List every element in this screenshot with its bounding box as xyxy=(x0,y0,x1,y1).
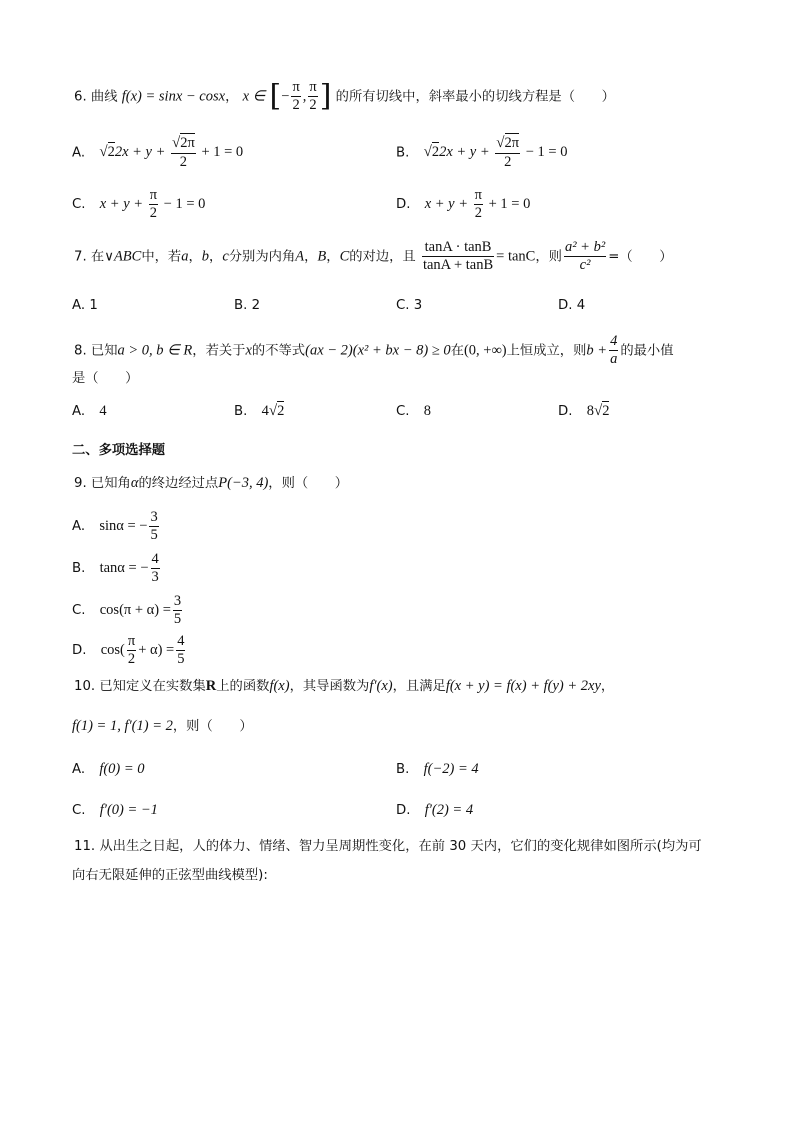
q10-text-b: 上的函数 xyxy=(216,679,270,694)
q6-option-a-post: + 1 = 0 xyxy=(201,144,244,161)
q11-stem-line1 xyxy=(74,840,702,853)
q6-option-d[interactable] xyxy=(396,188,530,221)
q8-text-a: 已知 xyxy=(90,343,118,359)
q8-text-e: 上恒成立，则 xyxy=(506,343,587,359)
q10-option-b-label: B. xyxy=(396,762,410,777)
q10-text-a: 已知定义在实数集 xyxy=(99,679,206,694)
q6-x-in: x ∈ xyxy=(242,88,266,105)
q7-number: 7. xyxy=(74,249,87,265)
q7-fraction: $\frac{\tan A \cdot \tan B}{\tan A + \tan B}$ xyxy=(422,239,494,274)
q10-line2-tail: ，则（ ） xyxy=(172,719,253,734)
q8-option-a[interactable] xyxy=(72,404,107,419)
q10-line2 xyxy=(72,719,253,734)
q8-text-c: 的不等式 xyxy=(251,343,306,359)
q7-text-a: 在∨ xyxy=(90,249,114,265)
q9-text-c: ，则（ ） xyxy=(268,476,349,491)
q8-fraction: $\frac{4}{a}$ xyxy=(610,333,618,368)
q6-option-c-fraction: $\frac{\pi}{2}$ xyxy=(149,187,158,222)
q8-text-f: 的最小值 xyxy=(620,343,674,359)
q8-option-d-label: D. xyxy=(558,404,573,419)
q10-option-a[interactable] xyxy=(72,762,145,777)
q6-option-b[interactable]: B. √22x + y + $\frac{√2\pi}{2}$ − 1 = 0 xyxy=(396,135,568,170)
q6-option-d-fraction: $\frac{\pi}{2}$ xyxy=(474,187,482,222)
q7-tail: =（ ） xyxy=(608,249,673,265)
q9-option-d-label: D. xyxy=(72,643,87,659)
q7-triangle: ABC xyxy=(113,248,142,265)
q9-number: 9. xyxy=(74,476,87,491)
q8-option-c[interactable] xyxy=(396,404,431,419)
q6-option-d-pre: x + y + xyxy=(424,196,469,213)
q6-function: f(x) = sinx − cosx xyxy=(121,88,226,105)
q6-option-a-fraction: $\frac{√2\pi}{2}$ xyxy=(172,135,195,170)
q6-interval-low: $\frac{\pi}{2}$ xyxy=(292,79,300,114)
q11-number: 11. xyxy=(74,839,96,854)
q9-option-c[interactable]: C. cos(π + α) = $\frac{3}{5}$ xyxy=(72,593,182,628)
q6-right-bracket: ] xyxy=(319,78,332,114)
q9-option-d-mid: + α) = xyxy=(138,642,175,659)
q8-option-b-radicand: 2 xyxy=(277,403,285,419)
q10-text-d: ，且满足 xyxy=(392,679,446,694)
q10-number: 10. xyxy=(74,679,96,694)
q8-line2: 是（ ） xyxy=(72,371,139,386)
q9-point: P(−3, 4) xyxy=(218,475,269,491)
q6-option-d-label: D. xyxy=(396,197,411,213)
q10-option-c[interactable] xyxy=(72,803,158,818)
q8-expression: b + xyxy=(586,342,608,359)
q8-option-a-label: A. xyxy=(72,404,86,419)
q6-option-b-post: − 1 = 0 xyxy=(525,144,568,161)
q6-option-b-pre: 2x + y + xyxy=(439,144,490,161)
q7-option-d[interactable]: D. 4 xyxy=(558,298,586,313)
q9-option-d[interactable]: D. cos( $\frac{\pi}{2}$ + α) = $\frac{4}{5}$ xyxy=(72,633,185,668)
q9-option-a[interactable]: A. sinα = − $\frac{3}{5}$ xyxy=(72,509,158,544)
q6-text-a: 曲线 xyxy=(90,89,118,105)
q8-option-c-value: 8 xyxy=(423,403,431,419)
q10-derivative: f′(x) xyxy=(369,678,393,694)
q9-option-b[interactable]: B. tanα = − $\frac{4}{3}$ xyxy=(72,551,159,586)
q8-inequality: (ax − 2)(x² + bx − 8) ≥ 0 xyxy=(305,342,451,359)
q6-option-c-post: − 1 = 0 xyxy=(163,196,206,213)
q6-text-b: 的所有切线中，斜率最小的切线方程是（ ） xyxy=(335,89,615,105)
q6-option-b-label: B. xyxy=(396,145,410,161)
q10-option-d-expr: f′(2) = 4 xyxy=(424,802,474,818)
q6-option-a[interactable]: A. √22x + y + $\frac{√2\pi}{2}$ + 1 = 0 xyxy=(72,135,244,170)
q7-option-a[interactable]: A. 1 xyxy=(72,298,98,313)
q10-option-a-expr: f(0) = 0 xyxy=(99,761,145,777)
q7-text-c: 分别为内角 xyxy=(228,249,296,265)
q9-option-c-expr: cos(π + α) = xyxy=(99,602,171,619)
q9-text-a: 已知角 xyxy=(90,476,131,491)
q6-option-a-pre: 2x + y + xyxy=(114,144,166,161)
q8-option-d[interactable]: D. 8√2 xyxy=(558,403,610,419)
q8-option-d-radicand: 2 xyxy=(602,403,610,419)
q8-text-b: ，若关于 xyxy=(192,343,246,359)
q6-left-bracket: [ xyxy=(269,78,282,114)
q10-option-d[interactable] xyxy=(396,803,473,818)
q7-text-b: 中，若 xyxy=(141,249,182,265)
q6-interval-high: $\frac{\pi}{2}$ xyxy=(309,79,317,114)
q6-option-b-fraction: $\frac{√2\pi}{2}$ xyxy=(496,135,520,170)
q9-stem: 9. 已知角α的终边经过点P(−3, 4)，则（ ） xyxy=(74,475,349,491)
q10-initial-values: f(1) = 1, f′(1) = 2 xyxy=(72,718,173,734)
q8-text-d: 在 xyxy=(450,343,464,359)
q7-text-d: 的对边，且 xyxy=(349,249,416,265)
q10-option-c-label: C. xyxy=(72,803,86,818)
q10-option-b[interactable] xyxy=(396,762,479,777)
q6-stem: 6. 曲线 f(x) = sinx − cosx， x ∈ [− $\frac{\pi}{2}$ , $\frac{\pi}{2}$ ] 的所有切线中，斜率最小的切线方程是（ ） xyxy=(74,78,615,114)
q6-number: 6. xyxy=(74,89,87,105)
q7-text-e: ，则 xyxy=(535,249,562,265)
q10-equation: f(x + y) = f(x) + f(y) + 2xy xyxy=(445,678,601,694)
q9-option-a-label: A. xyxy=(72,519,86,535)
q8-option-a-value: 4 xyxy=(99,403,107,419)
q7-stem: 7. 在∨ABC中，若a，b，c分别为内角A，B，C的对边，且 $\frac{\tan A \cdot \tan B}{\tan A + \tan B}$ = tanC，则 $\frac{\text{a² + b²}}{\text{c²}}$ =（ ） xyxy=(74,239,673,274)
q9-option-b-expr: tanα = − xyxy=(99,560,149,577)
q6-option-d-post: + 1 = 0 xyxy=(488,196,531,213)
q7-fraction2: $\frac{\text{a² + b²}}{\text{c²}}$ xyxy=(564,239,606,274)
q8-number: 8. xyxy=(74,343,87,359)
q6-option-a-label: A. xyxy=(72,145,86,161)
q9-option-b-label: B. xyxy=(72,561,86,577)
q11-text-line1: 从出生之日起，人的体力、情绪、智力呈周期性变化，在前 30 天内，它们的变化规律如图所示(均为可 xyxy=(99,839,702,854)
q8-option-b[interactable]: B. 4√2 xyxy=(234,403,285,419)
q10-option-b-expr: f(−2) = 4 xyxy=(423,761,479,777)
q6-option-c-label: C. xyxy=(72,197,86,213)
q8-option-c-label: C. xyxy=(396,404,410,419)
q10-function: f(x) xyxy=(269,678,290,694)
q6-comma: ， xyxy=(225,89,239,105)
q8-option-b-label: B. xyxy=(234,404,248,419)
q7-option-c[interactable]: C. 3 xyxy=(396,298,423,313)
q8-stem: 8. 已知a > 0, b ∈ R，若关于x的不等式(ax − 2)(x² + bx − 8) ≥ 0在(0, +∞)上恒成立，则b + $\frac{4}{a}$ 的最小值 xyxy=(74,333,674,368)
q10-option-d-label: D. xyxy=(396,803,411,818)
q10-option-c-expr: f′(0) = −1 xyxy=(99,802,158,818)
section-title: 二、多项选择题 xyxy=(72,443,166,458)
q9-option-c-label: C. xyxy=(72,603,86,619)
q6-option-c[interactable] xyxy=(72,188,205,221)
q10-text-c: ，其导函数为 xyxy=(289,679,370,694)
q9-text-b: 的终边经过点 xyxy=(138,476,219,491)
q8-interval: (0, +∞) xyxy=(463,342,507,359)
q10-tail: ， xyxy=(600,679,615,694)
q10-real-set: R xyxy=(205,678,217,694)
q11-stem-line2: 向右无限延伸的正弦型曲线模型): xyxy=(72,868,268,883)
q10-stem xyxy=(74,679,614,694)
q7-equals: = tanC xyxy=(496,248,536,265)
q6-option-c-pre: x + y + xyxy=(99,196,144,213)
q9-option-a-expr: sinα = − xyxy=(99,518,148,535)
q6-minus: − xyxy=(281,88,290,105)
q8-condition: a > 0, b ∈ R xyxy=(117,342,193,359)
q10-option-a-label: A. xyxy=(72,762,86,777)
q7-option-b[interactable]: B. 2 xyxy=(234,298,261,313)
